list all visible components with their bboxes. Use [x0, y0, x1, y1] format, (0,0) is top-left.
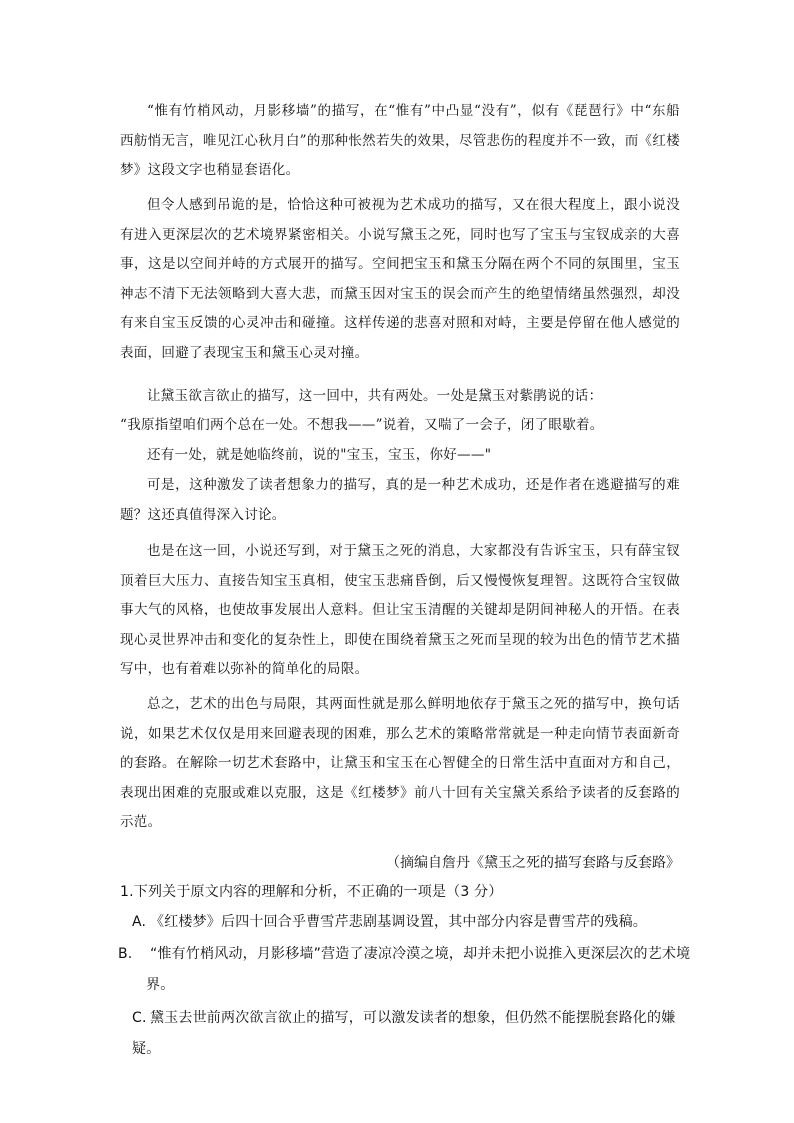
- option-a: [132, 907, 680, 938]
- source-citation: （摘编自詹丹《黛玉之死的描写套路与反套路》: [386, 855, 680, 871]
- option-b: [118, 939, 694, 1001]
- option-text: 黛玉去世前两次欲言欲止的描写，可以激发读者的想象，但仍然不能摆脱套路化的嫌疑。: [132, 1010, 676, 1057]
- option-text: “惟有竹梢风动，月影移墙”营造了凄凉冷漠之境，却并未把小说推入更深层次的艺术境界。: [146, 946, 691, 993]
- option-c: [132, 1003, 692, 1065]
- paragraph-2: 但令人感到吊诡的是，恰恰这种可被视为艺术成功的描写，又在很大程度上，跟小说没有进入更深层次的艺术境界紧密相关。小说写黛玉之死，同时也写了宝玉与宝钗成亲的大喜事，这是以空间并峙的方式展开的描写。空间把宝玉和黛玉分隔在两个不同的氛围里，宝玉神志不清下无法领略到大喜大悲，而黛玉因对宝玉的误会而产生的绝望情绪虽然强烈，却没有来自宝玉反馈的心灵冲击和碰撞。这样传递的悲喜对照和对峙，主要是停留在他人感觉的表面，回避了表现宝玉和黛玉心灵对撞。: [120, 197, 680, 361]
- option-label: B.: [118, 946, 133, 962]
- paragraph-3: 让黛玉欲言欲止的描写，这一回中，共有两处。一处是黛玉对紫鹃说的话：: [147, 388, 603, 404]
- option-label: A.: [132, 914, 147, 930]
- paragraph-5: 还有一处，就是她临终前，说的"宝玉，宝玉，你好——": [147, 447, 492, 463]
- paragraph-4-quote: “我原指望咱们两个总在一处。不想我——”说着，又喘了一会子，闭了眼歇着。: [120, 417, 604, 433]
- paragraph-8: 总之，艺术的出色与局限，其两面性就是那么鲜明地依存于黛玉之死的描写中，换句话说，如果艺术仅仅是用来回避表现的困难，那么艺术的策略常常就是一种走向情节表面新奇的套路。在解除一切艺术套路中，让黛玉和宝玉在心智健全的日常生活中直面对方和自己，表现出困难的克服或难以克服，这是《红楼梦》前八十回有关宝黛关系给予读者的反套路的示范。: [120, 696, 680, 830]
- option-text: 《红楼梦》后四十回合乎曹雪芹悲剧基调设置，其中部分内容是曹雪芹的残稿。: [150, 914, 647, 930]
- paragraph-1: “惟有竹梢风动，月影移墙”的描写，在“惟有”中凸显“没有”，似有《琵琶行》中“东船西舫悄无言，唯见江心秋月白”的那种怅然若失的效果，尽管悲伤的程度并不一致，而《红楼梦》这段文字也稍显套语化。: [120, 103, 680, 178]
- question-stem: 1.下列关于原文内容的理解和分析，不正确的一项是（3 分）: [120, 884, 503, 900]
- paragraph-7: 也是在这一回，小说还写到，对于黛玉之死的消息，大家都没有告诉宝玉，只有薛宝钗顶着巨大压力、直接告知宝玉真相，使宝玉悲痛昏倒，后又慢慢恢复理智。这既符合宝钗做事大气的风格，也使故事发展出人意料。但让宝玉清醒的关键却是阴间神秘人的开悟。在表现心灵世界冲击和变化的复杂性上，即使在围绕着黛玉之死而呈现的较为出色的情节艺术描写中，也有着难以弥补的简单化的局限。: [120, 543, 680, 677]
- option-label: C.: [132, 1010, 147, 1026]
- paragraph-6: 可是，这种激发了读者想象力的描写，真的是一种艺术成功，还是作者在逃避描写的难题？这还真值得深入讨论。: [120, 477, 680, 523]
